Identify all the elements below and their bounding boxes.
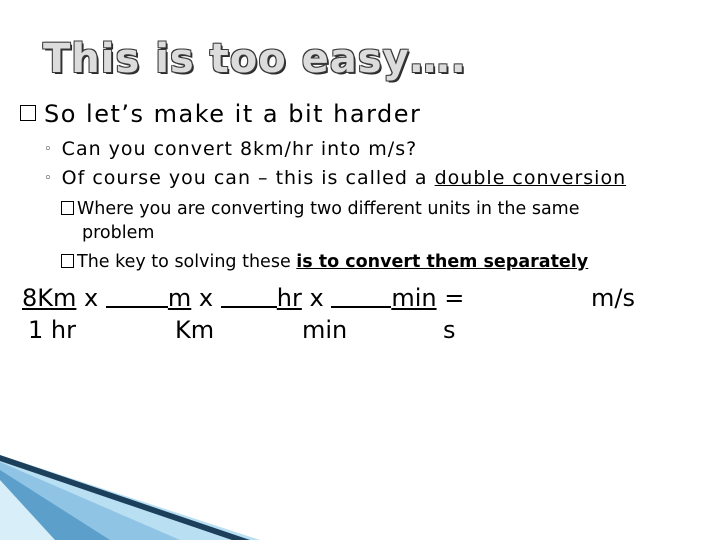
blank-fill-3 bbox=[331, 284, 391, 308]
denominator-s: s bbox=[443, 316, 456, 344]
box-bullet-icon bbox=[61, 254, 74, 268]
sub-sub-bullet-1-continued: problem bbox=[82, 223, 155, 243]
bullet-1-text: So let’s make it a bit harder bbox=[44, 100, 422, 128]
ring-bullet-icon: ◦ bbox=[44, 171, 53, 186]
sub-bullet-2-text: Of course you can – this is called a bbox=[61, 167, 435, 189]
blank-fill-2 bbox=[221, 284, 277, 308]
square-bullet-icon bbox=[20, 105, 36, 121]
sub-sub-bullet-2-text: The key to solving these bbox=[77, 252, 297, 272]
equation-numerators bbox=[22, 284, 464, 312]
result-unit: m/s bbox=[591, 284, 635, 312]
key-phrase: is to convert them separately bbox=[296, 252, 589, 272]
bullet-line-1 bbox=[20, 100, 421, 128]
numerator-m: m bbox=[167, 284, 192, 312]
denominator-min: min bbox=[302, 316, 348, 344]
times-sign: x bbox=[309, 284, 324, 312]
sub-bullet-1 bbox=[44, 138, 417, 160]
sub-sub-bullet-2 bbox=[61, 252, 588, 272]
box-bullet-icon bbox=[61, 201, 74, 215]
times-sign: x bbox=[84, 284, 99, 312]
ring-bullet-icon: ◦ bbox=[44, 142, 53, 157]
numerator-hr: hr bbox=[276, 284, 302, 312]
slide-title: This is too easy…. bbox=[43, 36, 467, 82]
denominator-1hr: 1 hr bbox=[28, 316, 76, 344]
double-conversion-term: double conversion bbox=[434, 167, 627, 189]
sub-bullet-2 bbox=[44, 167, 626, 189]
numerator-8km: 8Km bbox=[22, 284, 77, 312]
sub-bullet-1-text: Can you convert 8km/hr into m/s? bbox=[61, 138, 418, 160]
sub-sub-bullet-1-text: Where you are converting two different units in the same bbox=[77, 199, 580, 219]
blank-fill-1 bbox=[106, 284, 168, 308]
numerator-min: min bbox=[391, 284, 437, 312]
sub-sub-bullet-1 bbox=[61, 199, 579, 219]
equals-sign: = bbox=[444, 284, 465, 312]
denominator-km: Km bbox=[175, 316, 215, 344]
times-sign: x bbox=[198, 284, 214, 312]
